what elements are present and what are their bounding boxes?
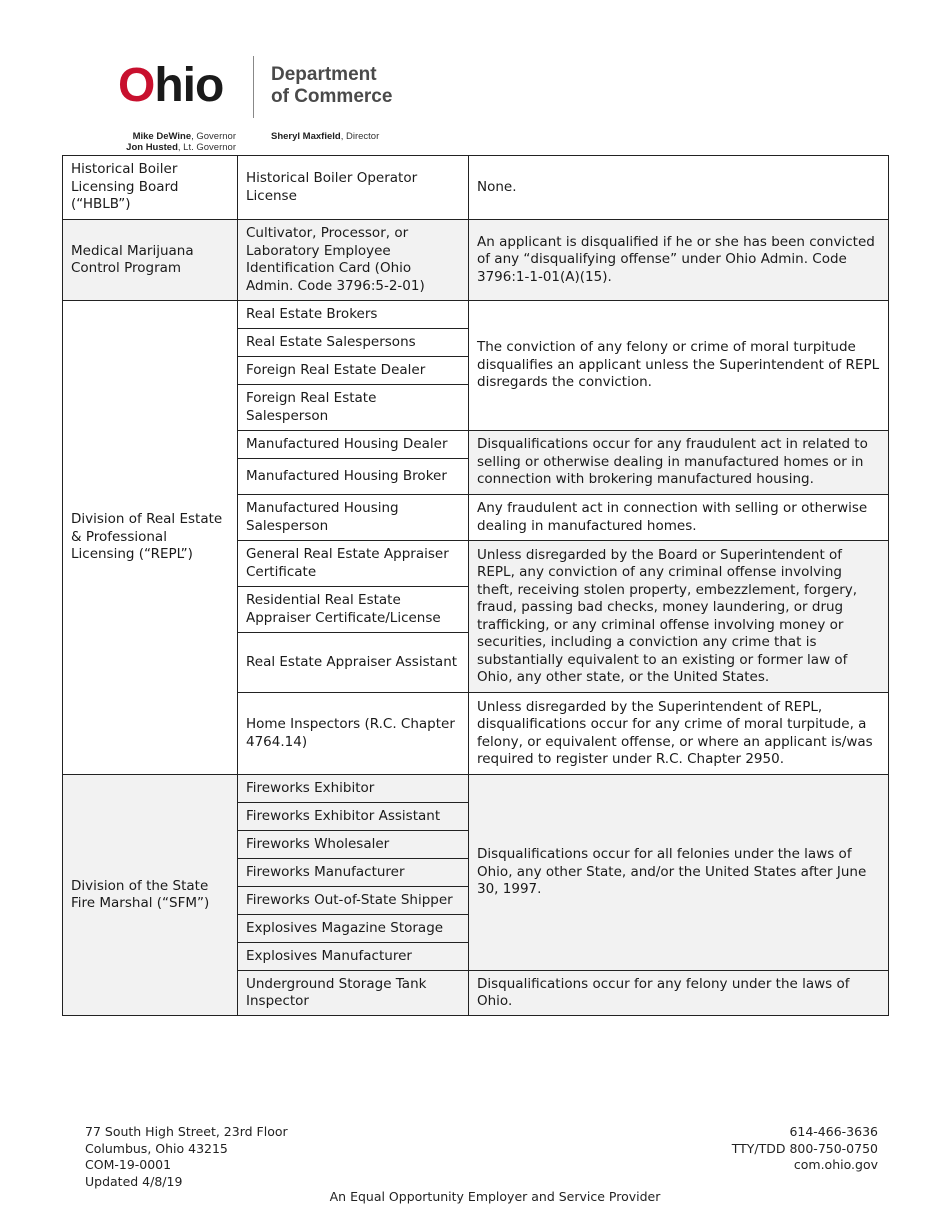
disqualification-cell: Any fraudulent act in connection with selling or otherwise dealing in manufactured homes.	[469, 495, 889, 541]
lt-governor-line	[100, 142, 236, 153]
ohio-logo-o: O	[118, 59, 155, 112]
phone-number: 614-466-3636	[789, 1124, 878, 1139]
license-cell: Home Inspectors (R.C. Chapter 4764.14)	[238, 693, 469, 775]
license-cell: Cultivator, Processor, or Laboratory Employee Identification Card (Ohio Admin. Code 3796:5-2-01)	[238, 220, 469, 301]
updated-date: Updated 4/8/19	[85, 1173, 183, 1189]
license-cell: Manufactured Housing Dealer	[238, 431, 469, 459]
tty-number: TTY/TDD 800-750-0750	[731, 1140, 878, 1156]
governor-title: , Governor	[191, 131, 236, 142]
disqualification-table	[62, 155, 889, 1016]
dept-line-1: Department	[271, 64, 377, 85]
division-cell: Medical Marijuana Control Program	[63, 220, 238, 301]
disqualification-cell: Unless disregarded by the Board or Superintendent of REPL, any conviction of any criminal offense involving theft, receiving stolen property, embezzlement, forgery, fraud, passing bad checks, money laundering, or drug trafficking, or any criminal offense involving money or securities, including a conviction any crime that is substantially equivalent to an existing or former law of Ohio, any other state, or the United States.	[469, 541, 889, 693]
license-cell: Fireworks Exhibitor	[238, 775, 469, 803]
license-cell: Real Estate Salespersons	[238, 329, 469, 357]
disqualification-cell: The conviction of any felony or crime of moral turpitude disqualifies an applicant unless the Superintendent of REPL disregards the conviction.	[469, 301, 889, 431]
dept-line-2: of Commerce	[271, 86, 393, 107]
license-cell: Fireworks Out-of-State Shipper	[238, 887, 469, 915]
director-title: , Director	[340, 131, 380, 142]
ohio-logo	[118, 58, 223, 114]
governor-line	[100, 131, 236, 142]
department-name	[271, 64, 392, 108]
disqualification-cell: Disqualifications occur for any fraudulent act in related to selling or otherwise dealing in manufactured homes or in connection with brokering manufactured housing.	[469, 431, 889, 495]
license-cell: Fireworks Manufacturer	[238, 859, 469, 887]
license-cell: Historical Boiler Operator License	[238, 156, 469, 220]
doc-code: COM-19-0001	[85, 1157, 172, 1172]
license-cell: Fireworks Wholesaler	[238, 831, 469, 859]
footer-contact	[732, 1124, 878, 1174]
governor-block	[100, 131, 236, 153]
address-line-1: 77 South High Street, 23rd Floor	[85, 1124, 288, 1139]
license-cell: Manufactured Housing Salesperson	[238, 495, 469, 541]
lt-governor-title: , Lt. Governor	[177, 142, 236, 153]
logo-divider	[253, 56, 254, 118]
governor-name: Mike DeWine	[132, 131, 192, 142]
license-cell: Fireworks Exhibitor Assistant	[238, 803, 469, 831]
table-row	[63, 301, 889, 329]
division-cell: Historical Boiler Licensing Board (“HBLB”)	[63, 156, 238, 220]
license-cell: General Real Estate Appraiser Certificate	[238, 541, 469, 587]
footer-address	[85, 1124, 288, 1190]
license-cell: Foreign Real Estate Salesperson	[238, 385, 469, 431]
director-block	[271, 131, 379, 142]
license-cell: Explosives Manufacturer	[238, 943, 469, 971]
disqualification-cell: None.	[469, 156, 889, 220]
table-row	[63, 775, 889, 803]
division-cell: Division of Real Estate & Professional Licensing (“REPL”)	[63, 301, 238, 775]
license-cell: Foreign Real Estate Dealer	[238, 357, 469, 385]
disqualification-cell: Disqualifications occur for any felony under the laws of Ohio.	[469, 971, 889, 1016]
disqualification-cell: An applicant is disqualified if he or she has been convicted of any “disqualifying offense” under Ohio Admin. Code 3796:1-1-01(A)(15).	[469, 220, 889, 301]
disqualification-cell: Unless disregarded by the Superintendent of REPL, disqualifications occur for any crime of moral turpitude, a felony, or equivalent offense, or where an applicant is/was required to register under R.C. Chapter 2950.	[469, 693, 889, 775]
table-row	[63, 220, 889, 301]
lt-governor-name: Jon Husted	[126, 142, 178, 153]
table-row	[63, 156, 889, 220]
license-cell: Explosives Magazine Storage	[238, 915, 469, 943]
division-cell: Division of the State Fire Marshal (“SFM”)	[63, 775, 238, 1016]
director-name: Sheryl Maxfield	[271, 131, 341, 142]
address-line-2: Columbus, Ohio 43215	[85, 1140, 228, 1156]
disqualification-cell: Disqualifications occur for all felonies under the laws of Ohio, any other State, and/or the United States after June 30, 1997.	[469, 775, 889, 971]
ohio-logo-rest: hio	[154, 59, 224, 112]
license-cell: Real Estate Brokers	[238, 301, 469, 329]
license-cell: Residential Real Estate Appraiser Certificate/License	[238, 587, 469, 633]
website-link[interactable]: com.ohio.gov	[793, 1157, 878, 1172]
license-cell: Manufactured Housing Broker	[238, 459, 469, 495]
license-cell: Real Estate Appraiser Assistant	[238, 633, 469, 693]
license-cell: Underground Storage Tank Inspector	[238, 971, 469, 1016]
eeo-statement: An Equal Opportunity Employer and Service Provider	[329, 1189, 661, 1204]
